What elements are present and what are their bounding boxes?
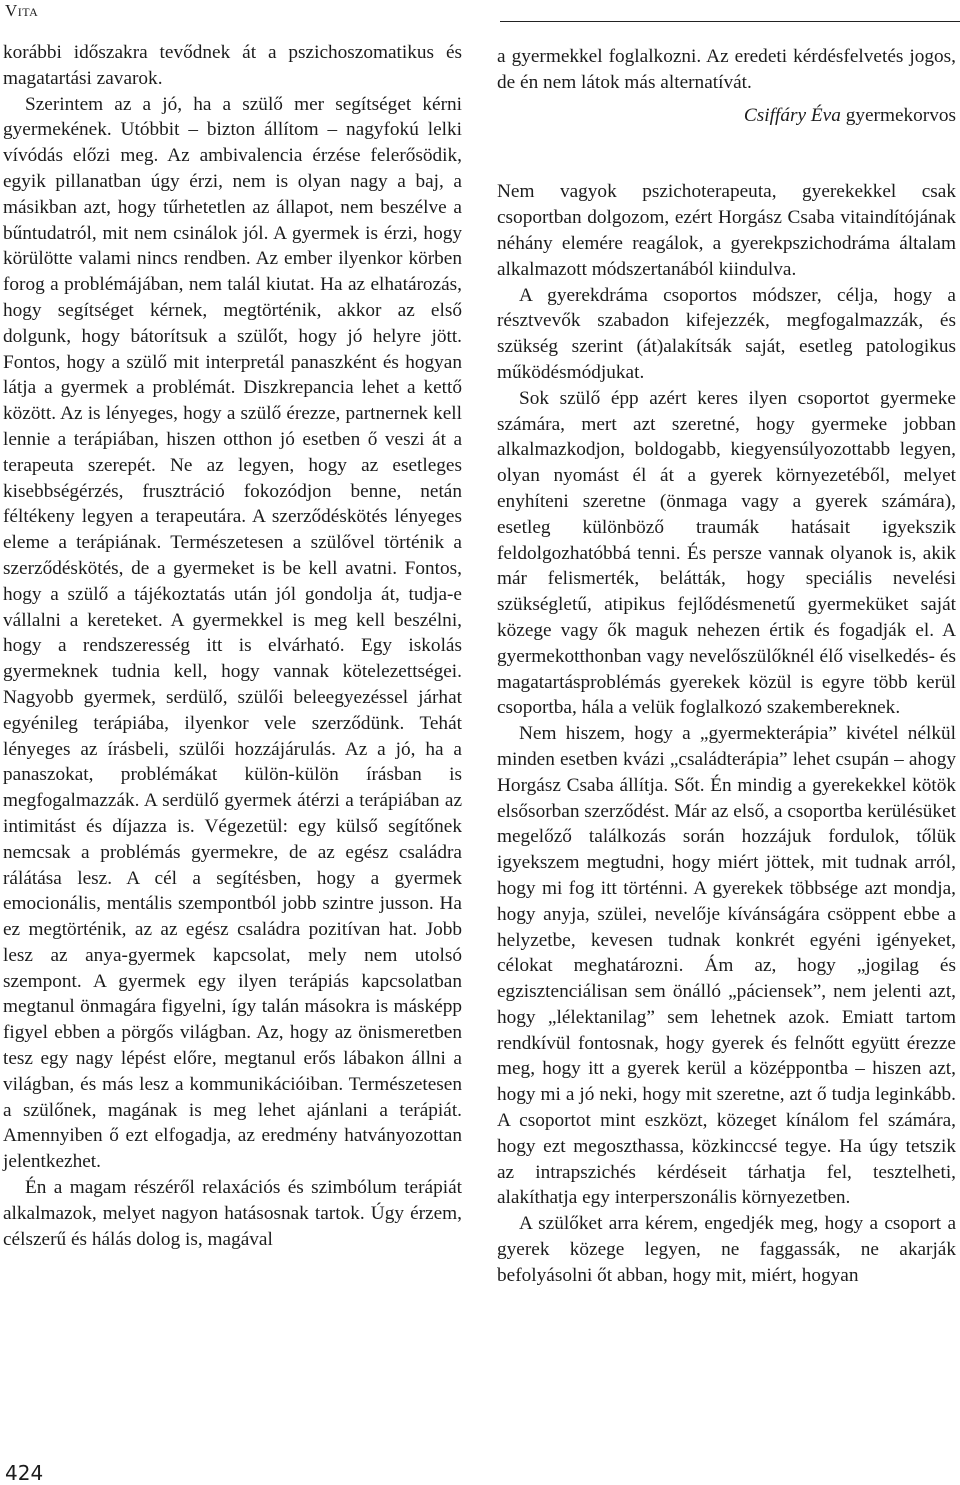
signature [497, 103, 956, 129]
left-column [3, 40, 462, 1252]
running-head: Vita [5, 1, 39, 20]
paragraph: A gyerekdráma csoportos módszer, célja, hogy a résztvevők szabadon kifejezzék, megfogalmazzák, és szükség szerint (át)alakítsák saját, esetleg patologikus működésmódjukat. [497, 284, 956, 383]
paragraph: Én a magam részéről relaxációs és szimbólum terápiát alkalmazok, melyet nagyon hatásosnak tartok. Úgy érzem, célszerű és hálás dolog is, magával [3, 1177, 462, 1250]
paragraph: Szerintem az a jó, ha a szülő mer segítséget kérni gyermekének. Utóbbit – bizton állítom – nagyfokú lelki vívódás előzi meg. Az ambivalencia érzése felerősödik, egyik pillanatban úgy érzi, nem is olyan nagy a baj, a másikban azt, hogy tűrhetetlen az állapot, nem beszélve a bűntudatról, mit nem csinálok jól. A gyermek is érzi, hogy körülötte valami nincs rendben. Az ember ilyenkor körben forog a problémájában, nem talál kiutat. Ha az elhatározás, hogy segítséget kérnek, megtörténik, akkor az első dolgunk, hogy bátorítsuk a szülőt, hogy jó helyre jött. Fontos, hogy a szülő mit interpretál panaszként és hogyan látja a gyermek a problémát. Diszkrepancia lehet a kettő között. Az is lényeges, hogy a szülő érezze, partnernek kell lennie a terápiában, hiszen otthon jó esetben ő veszi át a terapeuta szerepét. Ne az legyen, hogy az esetleges kisebbségérzés, frusztráció fokozódjon benne, netán féltékeny legyen a terapeutára. A szerződéskötés lényeges eleme a terápiának. Természetesen a szülővel történik a szerződéskötés, de a gyermeket is be kell avatni. Fontos, hogy a szülő a tájékoztatás után jól gondolja át, tudja-e vállalni a kereteket. A gyermekkel is meg kell beszélni, hogy a rendszeresség itt is elvárható. Egy iskolás gyermeknek tudnia kell, hogy vannak kötelezettségei. Nagyobb gyermek, serdülő, szülői beleegyezéssel járhat egyénileg terápiába, ilyenkor vele szerződünk. Tehát lényeges az írásbeli, szülői hozzájárulás. Az a jó, ha a panaszokat, problémákat külön-külön írásban is megfogalmazzák. A serdülő gyermek átérzi a terápiában az intimitást és díjazza is. Végezetül: egy külső segítőnek nemcsak a problémás gyermekre, de az egész családra rálátása lesz. A cél a segítésben, hogy a gyermek emocionális, mentális szempontból jobb szintre jusson. Ha ez megtörténik, az az egész családra pozitívan hat. Jobb lesz az anya-gyermek kapcsolat, mely nem utolsó szempont. A gyermek egy ilyen terápiás kapcsolatban megtanul önmagára figyelni, így talán másokra is másképp figyel ebben a pörgős világban. Az, hogy az önismeretben tesz egy nagy lépést előre, megtanul erős lábakon állni a világban, és más lesz a kommunikációiban. Természetesen a szülőnek, magának is meg lehet ajánlani a terápiát. Amennyiben ő ezt elfogadja, az eredmény hatványozottan jelentkezhet. [3, 93, 462, 1173]
signature-role: gyermekorvos [845, 104, 956, 126]
signature-name: Csiffáry Éva [743, 104, 841, 126]
paragraph: Nem vagyok pszichoterapeuta, gyerekekkel csak csoportban dolgozom, ezért Horgász Csaba vitaindítójának néhány elemére reagálok, a gyerekpszichodráma általam alkalmazott módszertanából kiindulva. [497, 181, 956, 280]
right-column [497, 44, 956, 1289]
paragraph-continuation: a gyermekkel foglalkozni. Az eredeti kérdésfelvetés jogos, de én nem látok más alternatívát. [497, 46, 956, 93]
paragraph: korábbi időszakra tevődnek át a pszichoszomatikus és magatartási zavarok. [3, 42, 462, 89]
paragraph: A szülőket arra kérem, engedjék meg, hogy a csoport a gyerek közege legyen, ne faggassák, ne akarják befolyásolni őt abban, hogy mit, miért, hogyan [497, 1213, 956, 1286]
paragraph: Sok szülő épp azért keres ilyen csoportot gyermeke számára, mert azt szeretné, hogy gyermeke jobban alkalmazkodjon, boldogabb, kiegyensúlyozottabb legyen, olyan nyomást él át a gyerek környezetéből, melyet enyhíteni szeretne (önmaga vagy a gyerek számára), esetleg különböző traumák hatásait igyekszik feldolgozhatóbbá tenni. És persze vannak olyanok is, akik már felismerték, belátták, hogy speciális nevelési szükségletű, atipikus fejlődésmenetű gyermeküket saját közege vagy ők maguk nehezen értik és fogadják el. A gyermekotthonban vagy nevelőszülőknél élő viselkedés- és magatartásproblémás gyerekek közül is egyre több kerül csoportba, hála a velük foglalkozó szakembereknek. [497, 387, 956, 719]
header-rule [500, 21, 960, 22]
paragraph: Nem hiszem, hogy a „gyermekterápia” kivétel nélkül minden esetben kvázi „családterápia” lehet csupán – ahogy Horgász Csaba állítja. Sőt. Én mindig a gyerekekkel kötök elsősorban szerződést. Már az első, a csoportba kerülésüket megelőző találkozás során hozzájuk fordulok, tőlük igyekszem megtudni, hogy miért jöttek, mit tudnak arról, hogy mi fog itt történni. A gyerekek többsége azt mondja, hogy anyja, szülei, nevelője kívánságára csöppent ebbe a helyzetbe, kevesen tudnak konkrét egyéni igényeket, célokat meghatározni. Ám az, hogy „jogilag és egzisztenciálisan sem önálló „páciensek”, nem jelenti azt, hogy „lélektanilag” sem lehetnek azok. Emiatt tartom rendkívül fontosnak, hogy gyerek és felnőtt együtt érezze meg, hogy itt a gyerek kerül a középpontba – hiszen azt, hogy mi a jó neki, hogy mit szeretne, azt ő tudja leginkább. A csoportot mint eszközt, közeget kínálom fel számára, hogy ezt megoszthassa, közkinccsé tegye. Ha úgy tetszik az intrapszichés kérdéseit tárhatja fel, tesztelheti, alakíthatja egy interperszonális környezetben. [497, 723, 956, 1209]
page-number: 424 [5, 1461, 44, 1485]
